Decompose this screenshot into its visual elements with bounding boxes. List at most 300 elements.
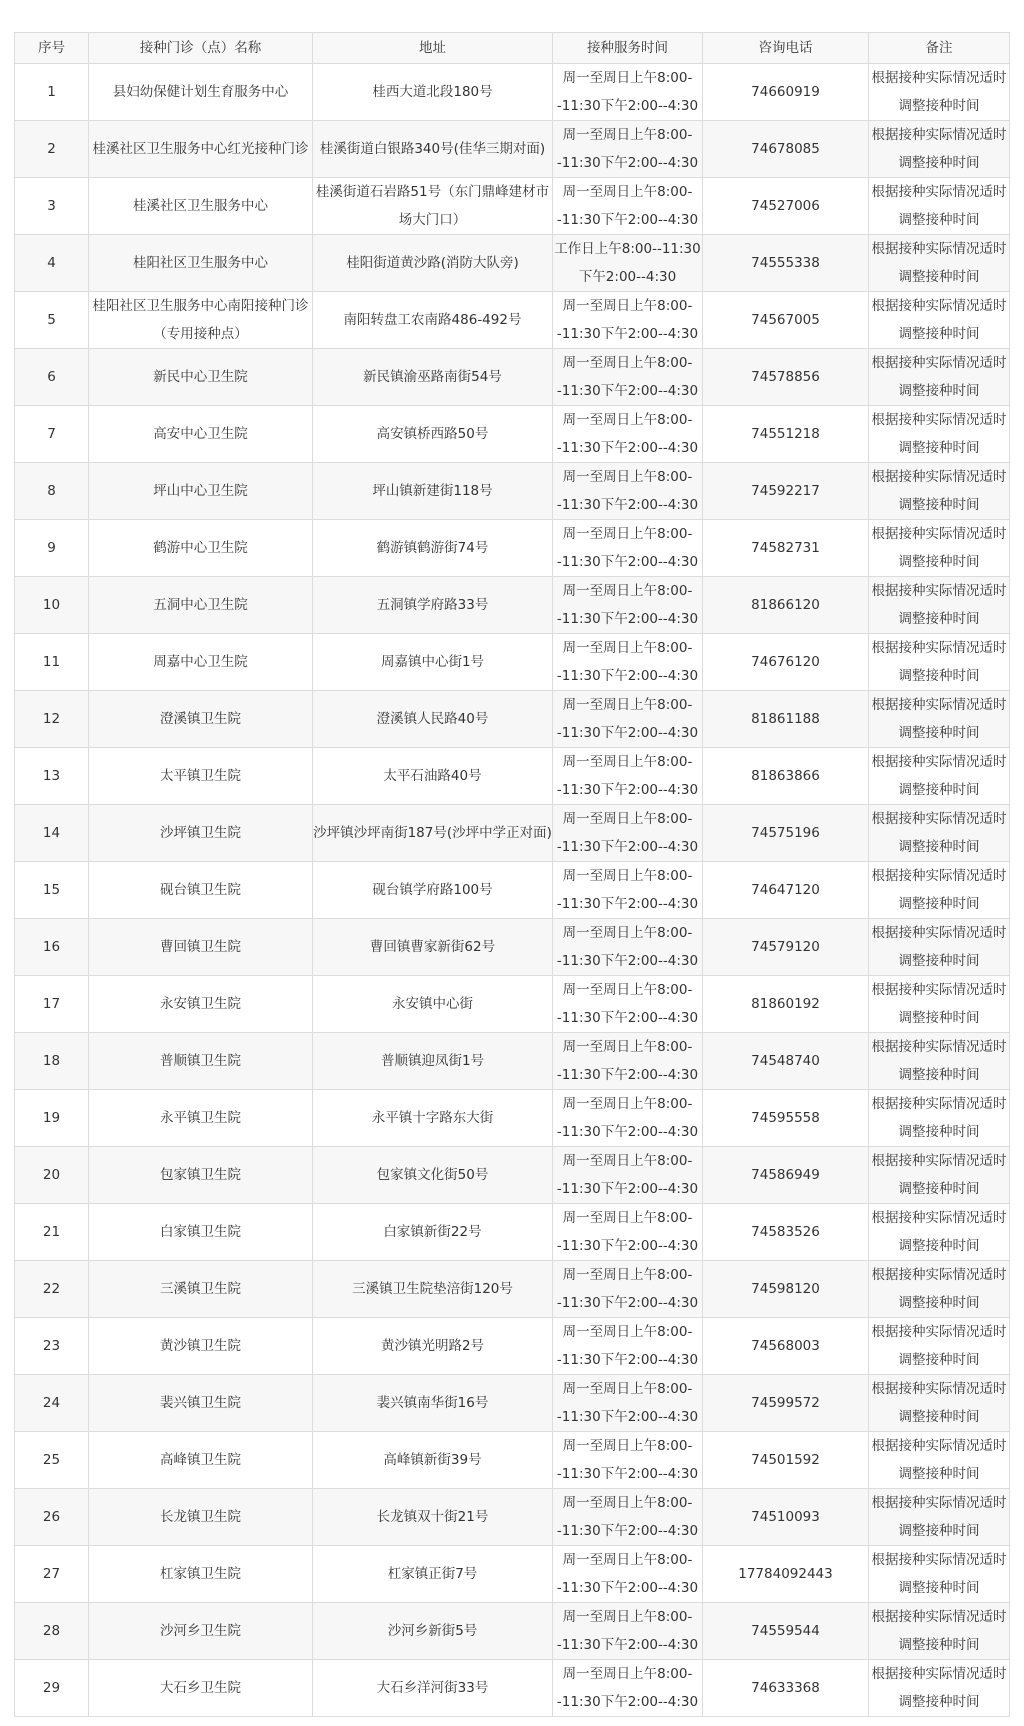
hours-line-1: 周一至周日上午8:00- bbox=[562, 1324, 693, 1340]
table-row bbox=[15, 1546, 1010, 1603]
cell-index: 8 bbox=[15, 463, 89, 520]
cell-note bbox=[869, 748, 1010, 805]
note-line-1: 根据接种实际情况适时 bbox=[871, 754, 1007, 770]
cell-phone: 74586949 bbox=[703, 1147, 869, 1204]
cell-address: 包家镇文化街50号 bbox=[313, 1147, 553, 1204]
hours-line-2: -11:30下午2:00--4:30 bbox=[556, 839, 699, 855]
cell-index: 7 bbox=[15, 406, 89, 463]
hours-line-1: 周一至周日上午8:00- bbox=[562, 811, 693, 827]
cell-name: 澄溪镇卫生院 bbox=[89, 691, 313, 748]
note-line-2: 调整接种时间 bbox=[898, 1238, 980, 1254]
cell-phone: 74579120 bbox=[703, 919, 869, 976]
hours-line-1: 周一至周日上午8:00- bbox=[562, 127, 693, 143]
cell-hours bbox=[553, 634, 703, 691]
cell-index: 11 bbox=[15, 634, 89, 691]
hours-line-2: -11:30下午2:00--4:30 bbox=[556, 1694, 699, 1710]
hours-line-1: 周一至周日上午8:00- bbox=[562, 1096, 693, 1112]
note-line-1: 根据接种实际情况适时 bbox=[871, 184, 1007, 200]
table-row bbox=[15, 1033, 1010, 1090]
hours-line-1: 周一至周日上午8:00- bbox=[562, 1153, 693, 1169]
note-line-2: 调整接种时间 bbox=[898, 1295, 980, 1311]
cell-phone: 74633368 bbox=[703, 1660, 869, 1717]
cell-index: 28 bbox=[15, 1603, 89, 1660]
note-line-2: 调整接种时间 bbox=[898, 953, 980, 969]
note-line-2: 调整接种时间 bbox=[898, 1466, 980, 1482]
note-line-1: 根据接种实际情况适时 bbox=[871, 1039, 1007, 1055]
cell-name: 县妇幼保健计划生育服务中心 bbox=[89, 64, 313, 121]
table-row bbox=[15, 1432, 1010, 1489]
cell-hours bbox=[553, 1432, 703, 1489]
table-row bbox=[15, 1090, 1010, 1147]
cell-phone: 81860192 bbox=[703, 976, 869, 1033]
cell-phone: 74578856 bbox=[703, 349, 869, 406]
cell-phone: 74567005 bbox=[703, 292, 869, 349]
hours-line-2: -11:30下午2:00--4:30 bbox=[556, 326, 699, 342]
header-address: 地址 bbox=[313, 33, 553, 64]
cell-name: 杠家镇卫生院 bbox=[89, 1546, 313, 1603]
cell-hours bbox=[553, 349, 703, 406]
cell-phone: 74583526 bbox=[703, 1204, 869, 1261]
cell-hours bbox=[553, 178, 703, 235]
cell-name: 裴兴镇卫生院 bbox=[89, 1375, 313, 1432]
cell-hours bbox=[553, 1261, 703, 1318]
note-line-1: 根据接种实际情况适时 bbox=[871, 697, 1007, 713]
table-row bbox=[15, 1318, 1010, 1375]
note-line-1: 根据接种实际情况适时 bbox=[871, 583, 1007, 599]
cell-index: 3 bbox=[15, 178, 89, 235]
hours-line-2: -11:30下午2:00--4:30 bbox=[556, 1637, 699, 1653]
cell-address: 杠家镇正街7号 bbox=[313, 1546, 553, 1603]
table-row bbox=[15, 805, 1010, 862]
table-row bbox=[15, 520, 1010, 577]
cell-index: 12 bbox=[15, 691, 89, 748]
note-line-2: 调整接种时间 bbox=[898, 269, 980, 285]
cell-note bbox=[869, 235, 1010, 292]
cell-phone: 74527006 bbox=[703, 178, 869, 235]
table-row bbox=[15, 748, 1010, 805]
hours-line-1: 周一至周日上午8:00- bbox=[562, 583, 693, 599]
note-line-2: 调整接种时间 bbox=[898, 1067, 980, 1083]
cell-note bbox=[869, 349, 1010, 406]
cell-note bbox=[869, 1318, 1010, 1375]
hours-line-2: -11:30下午2:00--4:30 bbox=[556, 1352, 699, 1368]
hours-line-1: 周一至周日上午8:00- bbox=[562, 1552, 693, 1568]
hours-line-2: -11:30下午2:00--4:30 bbox=[556, 725, 699, 741]
cell-address: 南阳转盘工农南路486-492号 bbox=[313, 292, 553, 349]
cell-name: 高安中心卫生院 bbox=[89, 406, 313, 463]
cell-address: 周嘉镇中心街1号 bbox=[313, 634, 553, 691]
cell-phone: 74555338 bbox=[703, 235, 869, 292]
cell-hours bbox=[553, 919, 703, 976]
hours-line-1: 周一至周日上午8:00- bbox=[562, 1210, 693, 1226]
cell-hours bbox=[553, 1489, 703, 1546]
cell-address: 高安镇桥西路50号 bbox=[313, 406, 553, 463]
note-line-2: 调整接种时间 bbox=[898, 725, 980, 741]
note-line-1: 根据接种实际情况适时 bbox=[871, 1609, 1007, 1625]
hours-line-2: -11:30下午2:00--4:30 bbox=[556, 155, 699, 171]
hours-line-2: -11:30下午2:00--4:30 bbox=[556, 1181, 699, 1197]
table-row bbox=[15, 178, 1010, 235]
cell-note bbox=[869, 1489, 1010, 1546]
cell-note bbox=[869, 976, 1010, 1033]
hours-line-1: 周一至周日上午8:00- bbox=[562, 868, 693, 884]
table-row bbox=[15, 1204, 1010, 1261]
table-header bbox=[15, 33, 1010, 64]
cell-address: 五洞镇学府路33号 bbox=[313, 577, 553, 634]
hours-line-1: 周一至周日上午8:00- bbox=[562, 754, 693, 770]
cell-name: 高峰镇卫生院 bbox=[89, 1432, 313, 1489]
cell-hours bbox=[553, 1204, 703, 1261]
cell-note bbox=[869, 691, 1010, 748]
cell-note bbox=[869, 1204, 1010, 1261]
cell-phone: 74660919 bbox=[703, 64, 869, 121]
cell-note bbox=[869, 1375, 1010, 1432]
hours-line-1: 周一至周日上午8:00- bbox=[562, 184, 693, 200]
cell-address: 桂溪街道石岩路51号（东门鼎峰建材市场大门口） bbox=[313, 178, 553, 235]
hours-line-2: -11:30下午2:00--4:30 bbox=[556, 1067, 699, 1083]
table-row bbox=[15, 121, 1010, 178]
note-line-2: 调整接种时间 bbox=[898, 782, 980, 798]
note-line-1: 根据接种实际情况适时 bbox=[871, 1438, 1007, 1454]
hours-line-2: -11:30下午2:00--4:30 bbox=[556, 383, 699, 399]
cell-hours bbox=[553, 235, 703, 292]
cell-hours bbox=[553, 1603, 703, 1660]
hours-line-2: -11:30下午2:00--4:30 bbox=[556, 212, 699, 228]
cell-index: 17 bbox=[15, 976, 89, 1033]
cell-name: 五洞中心卫生院 bbox=[89, 577, 313, 634]
hours-line-1: 周一至周日上午8:00- bbox=[562, 70, 693, 86]
cell-address: 桂溪街道白银路340号(佳华三期对面) bbox=[313, 121, 553, 178]
hours-line-2: -11:30下午2:00--4:30 bbox=[556, 953, 699, 969]
header-hours: 接种服务时间 bbox=[553, 33, 703, 64]
hours-line-1: 周一至周日上午8:00- bbox=[562, 982, 693, 998]
hours-line-2: -11:30下午2:00--4:30 bbox=[556, 98, 699, 114]
cell-hours bbox=[553, 64, 703, 121]
note-line-1: 根据接种实际情况适时 bbox=[871, 1096, 1007, 1112]
cell-hours bbox=[553, 406, 703, 463]
cell-hours bbox=[553, 1660, 703, 1717]
cell-hours bbox=[553, 1546, 703, 1603]
note-line-2: 调整接种时间 bbox=[898, 326, 980, 342]
cell-index: 21 bbox=[15, 1204, 89, 1261]
table-row bbox=[15, 976, 1010, 1033]
cell-phone: 17784092443 bbox=[703, 1546, 869, 1603]
cell-note bbox=[869, 64, 1010, 121]
cell-address: 普顺镇迎凤街1号 bbox=[313, 1033, 553, 1090]
cell-index: 19 bbox=[15, 1090, 89, 1147]
cell-phone: 74598120 bbox=[703, 1261, 869, 1318]
hours-line-2: -11:30下午2:00--4:30 bbox=[556, 668, 699, 684]
cell-index: 2 bbox=[15, 121, 89, 178]
cell-name: 桂阳社区卫生服务中心 bbox=[89, 235, 313, 292]
cell-address: 沙河乡新街5号 bbox=[313, 1603, 553, 1660]
cell-hours bbox=[553, 1318, 703, 1375]
cell-note bbox=[869, 862, 1010, 919]
cell-index: 10 bbox=[15, 577, 89, 634]
cell-note bbox=[869, 1432, 1010, 1489]
cell-name: 永安镇卫生院 bbox=[89, 976, 313, 1033]
table-row bbox=[15, 1147, 1010, 1204]
hours-line-1: 周一至周日上午8:00- bbox=[562, 355, 693, 371]
hours-line-1: 周一至周日上午8:00- bbox=[562, 1666, 693, 1682]
hours-line-1: 周一至周日上午8:00- bbox=[562, 925, 693, 941]
cell-name: 包家镇卫生院 bbox=[89, 1147, 313, 1204]
cell-hours bbox=[553, 748, 703, 805]
note-line-2: 调整接种时间 bbox=[898, 1694, 980, 1710]
table-row bbox=[15, 292, 1010, 349]
note-line-1: 根据接种实际情况适时 bbox=[871, 526, 1007, 542]
note-line-2: 调整接种时间 bbox=[898, 383, 980, 399]
note-line-2: 调整接种时间 bbox=[898, 839, 980, 855]
note-line-1: 根据接种实际情况适时 bbox=[871, 127, 1007, 143]
note-line-1: 根据接种实际情况适时 bbox=[871, 469, 1007, 485]
cell-note bbox=[869, 1090, 1010, 1147]
hours-line-1: 周一至周日上午8:00- bbox=[562, 412, 693, 428]
hours-line-2: -11:30下午2:00--4:30 bbox=[556, 1409, 699, 1425]
cell-note bbox=[869, 292, 1010, 349]
hours-line-2: -11:30下午2:00--4:30 bbox=[556, 554, 699, 570]
table-row bbox=[15, 919, 1010, 976]
cell-index: 16 bbox=[15, 919, 89, 976]
cell-name: 沙河乡卫生院 bbox=[89, 1603, 313, 1660]
note-line-1: 根据接种实际情况适时 bbox=[871, 811, 1007, 827]
cell-note bbox=[869, 406, 1010, 463]
note-line-2: 调整接种时间 bbox=[898, 497, 980, 513]
note-line-2: 调整接种时间 bbox=[898, 1523, 980, 1539]
hours-line-1: 周一至周日上午8:00- bbox=[562, 298, 693, 314]
hours-line-2: -11:30下午2:00--4:30 bbox=[556, 1238, 699, 1254]
cell-address: 坪山镇新建街118号 bbox=[313, 463, 553, 520]
cell-phone: 74647120 bbox=[703, 862, 869, 919]
hours-line-1: 周一至周日上午8:00- bbox=[562, 469, 693, 485]
cell-name: 普顺镇卫生院 bbox=[89, 1033, 313, 1090]
cell-hours bbox=[553, 1090, 703, 1147]
cell-name: 永平镇卫生院 bbox=[89, 1090, 313, 1147]
hours-line-1: 周一至周日上午8:00- bbox=[562, 1381, 693, 1397]
cell-name: 新民中心卫生院 bbox=[89, 349, 313, 406]
note-line-2: 调整接种时间 bbox=[898, 668, 980, 684]
cell-phone: 74510093 bbox=[703, 1489, 869, 1546]
cell-index: 27 bbox=[15, 1546, 89, 1603]
cell-address: 黄沙镇光明路2号 bbox=[313, 1318, 553, 1375]
header-note: 备注 bbox=[869, 33, 1010, 64]
note-line-1: 根据接种实际情况适时 bbox=[871, 640, 1007, 656]
note-line-2: 调整接种时间 bbox=[898, 554, 980, 570]
cell-hours bbox=[553, 1375, 703, 1432]
cell-index: 18 bbox=[15, 1033, 89, 1090]
cell-index: 4 bbox=[15, 235, 89, 292]
cell-phone: 74559544 bbox=[703, 1603, 869, 1660]
cell-address: 白家镇新街22号 bbox=[313, 1204, 553, 1261]
cell-address: 裴兴镇南华街16号 bbox=[313, 1375, 553, 1432]
note-line-1: 根据接种实际情况适时 bbox=[871, 1324, 1007, 1340]
cell-name: 坪山中心卫生院 bbox=[89, 463, 313, 520]
cell-note bbox=[869, 1603, 1010, 1660]
cell-phone: 74678085 bbox=[703, 121, 869, 178]
note-line-2: 调整接种时间 bbox=[898, 1352, 980, 1368]
hours-line-2: -11:30下午2:00--4:30 bbox=[556, 1295, 699, 1311]
cell-name: 桂溪社区卫生服务中心红光接种门诊 bbox=[89, 121, 313, 178]
cell-hours bbox=[553, 292, 703, 349]
note-line-2: 调整接种时间 bbox=[898, 1637, 980, 1653]
note-line-1: 根据接种实际情况适时 bbox=[871, 868, 1007, 884]
cell-phone: 74575196 bbox=[703, 805, 869, 862]
cell-address: 永平镇十字路东大街 bbox=[313, 1090, 553, 1147]
note-line-1: 根据接种实际情况适时 bbox=[871, 355, 1007, 371]
cell-note bbox=[869, 463, 1010, 520]
hours-line-2: -11:30下午2:00--4:30 bbox=[556, 1124, 699, 1140]
cell-phone: 74582731 bbox=[703, 520, 869, 577]
table-row bbox=[15, 1489, 1010, 1546]
cell-index: 24 bbox=[15, 1375, 89, 1432]
hours-line-1: 周一至周日上午8:00- bbox=[562, 1267, 693, 1283]
cell-note bbox=[869, 805, 1010, 862]
cell-note bbox=[869, 919, 1010, 976]
note-line-1: 根据接种实际情况适时 bbox=[871, 925, 1007, 941]
cell-name: 太平镇卫生院 bbox=[89, 748, 313, 805]
hours-line-1: 周一至周日上午8:00- bbox=[562, 1039, 693, 1055]
note-line-1: 根据接种实际情况适时 bbox=[871, 1495, 1007, 1511]
note-line-1: 根据接种实际情况适时 bbox=[871, 1267, 1007, 1283]
table-row bbox=[15, 691, 1010, 748]
cell-note bbox=[869, 520, 1010, 577]
hours-line-2: -11:30下午2:00--4:30 bbox=[556, 1523, 699, 1539]
table-row bbox=[15, 463, 1010, 520]
cell-index: 5 bbox=[15, 292, 89, 349]
cell-address: 桂阳街道黄沙路(消防大队旁) bbox=[313, 235, 553, 292]
cell-index: 23 bbox=[15, 1318, 89, 1375]
table-row bbox=[15, 64, 1010, 121]
cell-name: 桂阳社区卫生服务中心南阳接种门诊（专用接种点） bbox=[89, 292, 313, 349]
table-row bbox=[15, 1375, 1010, 1432]
hours-line-1: 周一至周日上午8:00- bbox=[562, 526, 693, 542]
hours-line-1: 周一至周日上午8:00- bbox=[562, 1495, 693, 1511]
cell-note bbox=[869, 121, 1010, 178]
cell-hours bbox=[553, 976, 703, 1033]
cell-phone: 74568003 bbox=[703, 1318, 869, 1375]
cell-address: 大石乡洋河街33号 bbox=[313, 1660, 553, 1717]
cell-index: 29 bbox=[15, 1660, 89, 1717]
table-row bbox=[15, 235, 1010, 292]
cell-address: 曹回镇曹家新街62号 bbox=[313, 919, 553, 976]
note-line-1: 根据接种实际情况适时 bbox=[871, 1153, 1007, 1169]
table-body bbox=[15, 64, 1010, 1717]
hours-line-2: -11:30下午2:00--4:30 bbox=[556, 440, 699, 456]
cell-address: 长龙镇双十街21号 bbox=[313, 1489, 553, 1546]
cell-hours bbox=[553, 520, 703, 577]
cell-index: 15 bbox=[15, 862, 89, 919]
cell-note bbox=[869, 1546, 1010, 1603]
cell-index: 26 bbox=[15, 1489, 89, 1546]
cell-hours bbox=[553, 463, 703, 520]
note-line-2: 调整接种时间 bbox=[898, 155, 980, 171]
hours-line-2: -11:30下午2:00--4:30 bbox=[556, 1010, 699, 1026]
note-line-2: 调整接种时间 bbox=[898, 1010, 980, 1026]
header-index: 序号 bbox=[15, 33, 89, 64]
cell-index: 1 bbox=[15, 64, 89, 121]
cell-name: 大石乡卫生院 bbox=[89, 1660, 313, 1717]
cell-name: 砚台镇卫生院 bbox=[89, 862, 313, 919]
cell-phone: 81863866 bbox=[703, 748, 869, 805]
note-line-2: 调整接种时间 bbox=[898, 1124, 980, 1140]
cell-hours bbox=[553, 577, 703, 634]
note-line-1: 根据接种实际情况适时 bbox=[871, 1381, 1007, 1397]
cell-index: 9 bbox=[15, 520, 89, 577]
table-row bbox=[15, 577, 1010, 634]
note-line-2: 调整接种时间 bbox=[898, 1409, 980, 1425]
cell-name: 长龙镇卫生院 bbox=[89, 1489, 313, 1546]
cell-note bbox=[869, 178, 1010, 235]
cell-phone: 74551218 bbox=[703, 406, 869, 463]
note-line-2: 调整接种时间 bbox=[898, 896, 980, 912]
hours-line-1: 周一至周日上午8:00- bbox=[562, 640, 693, 656]
note-line-1: 根据接种实际情况适时 bbox=[871, 1210, 1007, 1226]
cell-address: 鹤游镇鹤游街74号 bbox=[313, 520, 553, 577]
table-row bbox=[15, 1603, 1010, 1660]
hours-line-1: 周一至周日上午8:00- bbox=[562, 1438, 693, 1454]
cell-name: 三溪镇卫生院 bbox=[89, 1261, 313, 1318]
cell-name: 桂溪社区卫生服务中心 bbox=[89, 178, 313, 235]
cell-address: 沙坪镇沙坪南街187号(沙坪中学正对面) bbox=[313, 805, 553, 862]
cell-hours bbox=[553, 862, 703, 919]
cell-phone: 74501592 bbox=[703, 1432, 869, 1489]
cell-phone: 81866120 bbox=[703, 577, 869, 634]
table-row bbox=[15, 862, 1010, 919]
cell-name: 周嘉中心卫生院 bbox=[89, 634, 313, 691]
table-row bbox=[15, 406, 1010, 463]
note-line-1: 根据接种实际情况适时 bbox=[871, 1552, 1007, 1568]
cell-note bbox=[869, 634, 1010, 691]
hours-line-1: 周一至周日上午8:00- bbox=[562, 1609, 693, 1625]
cell-hours bbox=[553, 1033, 703, 1090]
cell-address: 高峰镇新街39号 bbox=[313, 1432, 553, 1489]
cell-address: 太平石油路40号 bbox=[313, 748, 553, 805]
hours-line-2: -11:30下午2:00--4:30 bbox=[556, 1466, 699, 1482]
cell-index: 6 bbox=[15, 349, 89, 406]
cell-address: 澄溪镇人民路40号 bbox=[313, 691, 553, 748]
cell-name: 沙坪镇卫生院 bbox=[89, 805, 313, 862]
note-line-1: 根据接种实际情况适时 bbox=[871, 298, 1007, 314]
hours-line-2: -11:30下午2:00--4:30 bbox=[556, 782, 699, 798]
cell-index: 14 bbox=[15, 805, 89, 862]
cell-hours bbox=[553, 805, 703, 862]
cell-hours bbox=[553, 691, 703, 748]
cell-phone: 81861188 bbox=[703, 691, 869, 748]
cell-name: 鹤游中心卫生院 bbox=[89, 520, 313, 577]
cell-address: 新民镇渝巫路南街54号 bbox=[313, 349, 553, 406]
note-line-2: 调整接种时间 bbox=[898, 611, 980, 627]
hours-line-1: 工作日上午8:00--11:30 bbox=[554, 241, 701, 257]
cell-name: 白家镇卫生院 bbox=[89, 1204, 313, 1261]
cell-phone: 74592217 bbox=[703, 463, 869, 520]
cell-hours bbox=[553, 1147, 703, 1204]
note-line-1: 根据接种实际情况适时 bbox=[871, 1666, 1007, 1682]
note-line-2: 调整接种时间 bbox=[898, 1181, 980, 1197]
cell-name: 曹回镇卫生院 bbox=[89, 919, 313, 976]
vaccination-sites-table bbox=[14, 32, 1010, 1717]
note-line-2: 调整接种时间 bbox=[898, 98, 980, 114]
hours-line-2: -11:30下午2:00--4:30 bbox=[556, 896, 699, 912]
cell-name: 黄沙镇卫生院 bbox=[89, 1318, 313, 1375]
header-name: 接种门诊（点）名称 bbox=[89, 33, 313, 64]
cell-note bbox=[869, 1147, 1010, 1204]
hours-line-1: 周一至周日上午8:00- bbox=[562, 697, 693, 713]
note-line-1: 根据接种实际情况适时 bbox=[871, 70, 1007, 86]
cell-index: 13 bbox=[15, 748, 89, 805]
cell-phone: 74595558 bbox=[703, 1090, 869, 1147]
header-phone: 咨询电话 bbox=[703, 33, 869, 64]
note-line-2: 调整接种时间 bbox=[898, 440, 980, 456]
